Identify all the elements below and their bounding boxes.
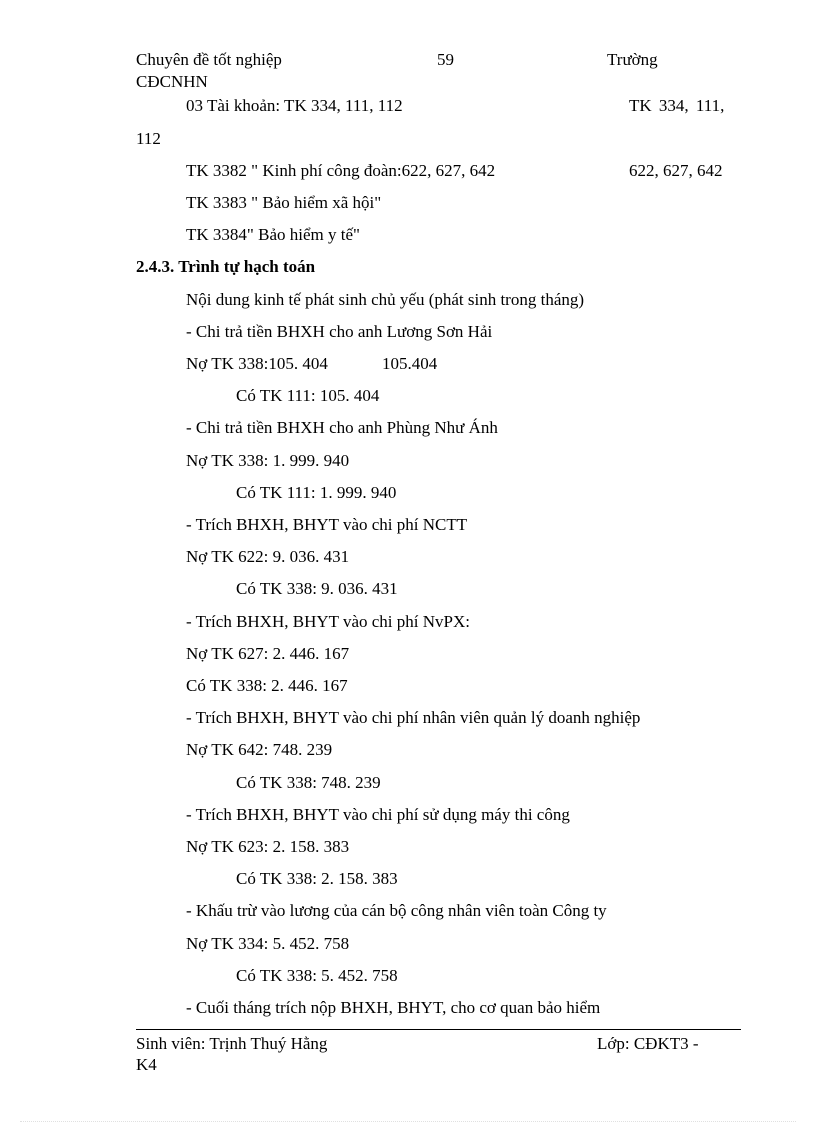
text-line: TK 3384" Bảo hiểm y tế"	[186, 225, 360, 244]
text-line: TK 3383 " Bảo hiểm xã hội"	[186, 193, 382, 212]
header-wrap: CĐCNHN	[136, 72, 208, 91]
text-line: TK 3382 " Kinh phí công đoàn:622, 627, 642	[186, 161, 496, 180]
footer-right: Lớp: CĐKT3 -	[597, 1034, 699, 1053]
debit-entry: Nợ TK 338:105. 404	[186, 354, 328, 373]
section-heading: 2.4.3. Trình tự hạch toán	[136, 257, 316, 276]
header-right: Trường	[607, 50, 658, 69]
debit-entry: Nợ TK 334: 5. 452. 758	[186, 934, 350, 953]
debit-entry: Nợ TK 338: 1. 999. 940	[186, 451, 350, 470]
page-edge-divider	[20, 1121, 796, 1122]
footer-divider	[136, 1029, 741, 1030]
debit-entry: Nợ TK 642: 748. 239	[186, 740, 333, 759]
debit-entry: Nợ TK 627: 2. 446. 167	[186, 644, 350, 663]
header-left: Chuyên đề tốt nghiệp	[136, 50, 282, 69]
text-line: 03 Tài khoản: TK 334, 111, 112	[186, 96, 403, 115]
list-item: - Chi trả tiền BHXH cho anh Phùng Như Ánh	[186, 418, 498, 437]
credit-entry: Có TK 338: 9. 036. 431	[236, 579, 398, 598]
credit-entry: Có TK 338: 2. 158. 383	[236, 869, 398, 888]
debit-entry-aside: 105.404	[382, 354, 438, 373]
list-item: - Trích BHXH, BHYT vào chi phí sử dụng máy thi công	[186, 805, 570, 824]
credit-entry: Có TK 111: 1. 999. 940	[236, 483, 397, 502]
debit-entry: Nợ TK 622: 9. 036. 431	[186, 547, 350, 566]
footer-wrap: K4	[136, 1055, 157, 1074]
credit-entry: Có TK 338: 5. 452. 758	[236, 966, 398, 985]
page-number: 59	[437, 50, 454, 69]
list-item: - Chi trả tiền BHXH cho anh Lương Sơn Hải	[186, 322, 493, 341]
list-item: - Trích BHXH, BHYT vào chi phí nhân viên quản lý doanh nghiệp	[186, 708, 641, 727]
list-item: - Trích BHXH, BHYT vào chi phí NCTT	[186, 515, 468, 534]
list-item: - Khấu trừ vào lương của cán bộ công nhân viên toàn Công ty	[186, 901, 607, 920]
list-item: - Cuối tháng trích nộp BHXH, BHYT, cho cơ quan bảo hiểm	[186, 998, 601, 1017]
list-item: - Trích BHXH, BHYT vào chi phí NvPX:	[186, 612, 470, 631]
text-line-aside: TK 334, 111,	[629, 96, 725, 115]
text-line: Nội dung kinh tế phát sinh chủ yếu (phát sinh trong tháng)	[186, 290, 585, 309]
credit-entry: Có TK 338: 2. 446. 167	[186, 676, 348, 695]
footer-left: Sinh viên: Trịnh Thuý Hằng	[136, 1034, 328, 1053]
credit-entry: Có TK 111: 105. 404	[236, 386, 380, 405]
credit-entry: Có TK 338: 748. 239	[236, 773, 381, 792]
text-line: 112	[136, 129, 161, 148]
text-line-aside: 622, 627, 642	[629, 161, 723, 180]
debit-entry: Nợ TK 623: 2. 158. 383	[186, 837, 350, 856]
